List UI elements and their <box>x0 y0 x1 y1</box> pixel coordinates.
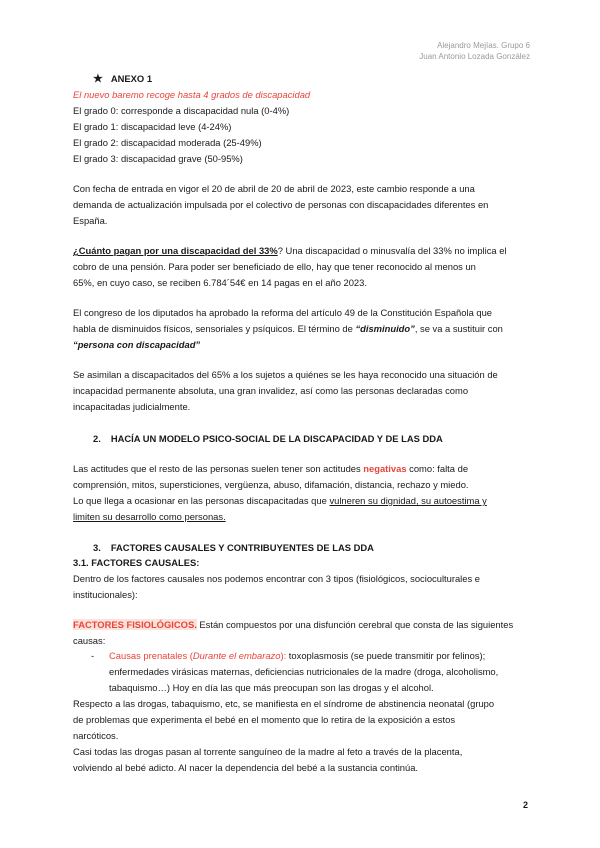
para2-line1-rest: ? Una discapacidad o minusvalía del 33% no implica el <box>277 245 507 256</box>
section3-heading <box>93 540 374 555</box>
annex-subtitle: El nuevo baremo recoge hasta 4 grados de discapacidad <box>73 89 311 100</box>
closing-line2: de problemas que experimenta el bebé en el momento que lo retira de la exposición a estos <box>73 714 456 725</box>
para3-line2 <box>73 321 503 336</box>
para2-line3: 65%, en cuyo caso, se reciben 6.784´54€ en 14 pagas en el año 2023. <box>73 277 367 288</box>
page-number: 2 <box>522 800 528 810</box>
bullet-line1-rest: toxoplasmosis (se puede transmitir por felinos); <box>286 650 486 661</box>
annex-title: ANEXO 1 <box>110 73 153 84</box>
negative-word: negativas <box>363 463 407 474</box>
para2-line2: cobro de una pensión. Para poder ser beneficiado de ello, hay que tener reconocido al menos un <box>73 261 476 272</box>
section2-title: HACÍA UN MODELO PSICO-SOCIAL DE LA DISCAPACIDAD Y DE LAS DDA <box>110 433 443 444</box>
section3-subheading: 3.1. FACTORES CAUSALES: <box>73 557 200 568</box>
star-icon: ★ <box>93 73 103 85</box>
header-author-1: Alejandro Mejías. Grupo 6 <box>437 41 530 50</box>
section2-line3 <box>73 493 487 508</box>
bullet-line3: tabaquismo…) Hoy en día las que más preocupan son las drogas y el alcohol. <box>109 682 434 693</box>
section3-number: 3. <box>93 542 101 553</box>
closing-line1: Respecto a las drogas, tabaquismo, etc, se manifiesta en el síndrome de abstinencia neonatal (grupo <box>73 698 495 709</box>
para1-line1: Con fecha de entrada en vigor el 20 de abril de 20 de abril de 2023, este cambio responde a una <box>73 183 475 194</box>
grade-1: El grado 1: discapacidad leve (4-24%) <box>73 121 232 132</box>
factor-line2: causas: <box>73 635 106 646</box>
closing-line3: narcóticos. <box>73 730 119 741</box>
section2-line2: comprensión, mitos, supersticiones, vergüenza, abuso, difamación, distancia, rechazo y miedo. <box>73 479 469 490</box>
bullet-line2: enfermedades virásicas maternas, deficiencias nutricionales de la madre (droga, alcoholismo, <box>109 666 499 677</box>
annex-title-row <box>93 71 152 87</box>
factor-label: FACTORES FISIOLÓGICOS. <box>73 619 197 630</box>
para3-term2: “persona con discapacidad” <box>73 339 201 350</box>
grade-0: El grado 0: corresponde a discapacidad nula (0-4%) <box>73 105 290 116</box>
para2-question: ¿Cuánto pagan por una discapacidad del 33% <box>73 245 278 256</box>
bullet-italic: Durante el embarazo <box>192 650 281 661</box>
section2-line3-start: Lo que llega a ocasionar en las personas discapacitadas que <box>73 495 330 506</box>
bullet-label-end: ): <box>280 650 287 661</box>
para2-line1 <box>73 243 507 258</box>
para3-term1: “disminuido” <box>355 323 415 334</box>
section3-intro-line2: institucionales): <box>73 589 138 600</box>
para1-line2: demanda de actualización impulsada por el colectivo de personas con discapacidades diferentes en <box>73 199 489 210</box>
closing-line5: volviendo al bebé adicto. Al nacer la dependencia del bebé a la sustancia continúa. <box>73 762 419 773</box>
para1-line3: España. <box>73 215 108 226</box>
grade-2: El grado 2: discapacidad moderada (25-49%) <box>73 137 262 148</box>
section2-heading <box>93 431 443 446</box>
header-author-2: Juan Antonio Lozada González <box>419 52 530 61</box>
para4-line2: incapacidad permanente absoluta, una gran invalidez, así como las personas declaradas como <box>73 385 469 396</box>
section2-line1 <box>73 461 468 476</box>
closing-line4: Casi todas las drogas pasan al torrente sanguíneo de la madre al feto a través de la placenta, <box>73 746 463 757</box>
para3-line2-end: , se va a sustituir con <box>414 323 503 334</box>
para4-line3: incapacitadas judicialmente. <box>73 401 191 412</box>
grade-3: El grado 3: discapacidad grave (50-95%) <box>73 153 243 164</box>
factor-line1 <box>73 617 513 632</box>
bullet-label: Causas prenatales ( <box>109 650 193 661</box>
para3-line1: El congreso de los diputados ha aprobado la reforma del artículo 49 de la Constitución Española que <box>73 307 493 318</box>
section3-title: FACTORES CAUSALES Y CONTRIBUYENTES DE LAS DDA <box>110 542 374 553</box>
bullet-line1 <box>109 648 485 663</box>
bullet-dash: - <box>91 650 95 661</box>
section2-line1-end: como: falta de <box>406 463 469 474</box>
section2-line4: limiten su desarrollo como personas. <box>73 511 226 522</box>
factor-line1-rest: Están compuestos por una disfunción cerebral que consta de las siguientes <box>196 619 514 630</box>
section2-line1-start: Las actitudes que el resto de las personas suelen tener son actitudes <box>73 463 364 474</box>
para3-line2-start: habla de disminuidos físicos, sensoriales y psíquicos. El término de <box>73 323 356 334</box>
section3-intro-line1: Dentro de los factores causales nos podemos encontrar con 3 tipos (fisiológicos, socioculturales e <box>73 573 480 584</box>
section2-line3-underlined: vulneren su dignidad, su autoestima y <box>329 495 487 506</box>
para4-line1: Se asimilan a discapacitados del 65% a los sujetos a quiénes se les haya reconocido una situación de <box>73 369 498 380</box>
section2-number: 2. <box>93 433 101 444</box>
